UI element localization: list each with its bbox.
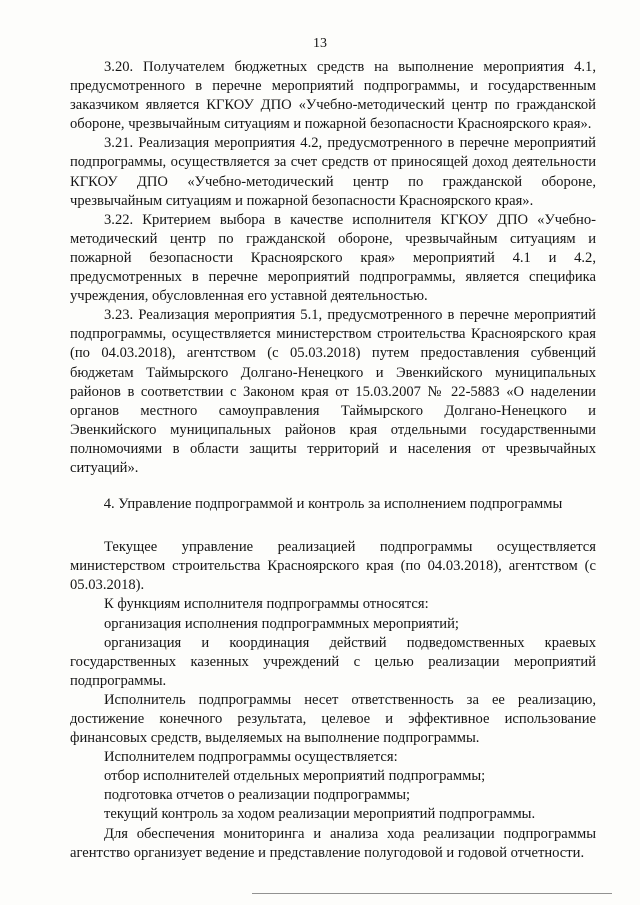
document-body — [70, 58, 596, 863]
paragraph-executor-1: отбор исполнителей отдельных мероприятий подпрограммы; — [104, 768, 486, 785]
paragraph-3-21: 3.21. Реализация мероприятия 4.2, предусмотренного в перечне мероприятий подпрограммы, осуществляется за счет средств от приносящей доход деятельности КГКОУ ДПО «Учебно-методический центр по гражданской обороне, чрезвычайным ситуациям и пожарной безопасности Красноярского края». — [70, 135, 596, 209]
paragraph-function-1: организация исполнения подпрограммных мероприятий; — [104, 615, 459, 632]
paragraph-3-23: 3.23. Реализация мероприятия 5.1, предусмотренного в перечне мероприятий подпрограммы, осуществляется министерством строительства Красноярского края (по 04.03.2018), агентством (с 05.03.2018) путем предоставления субвенций бюджетам Таймырского Долгано-Ненецкого и Эвенкийского муниципальных районов в соответствии с Законом края от 15.03.2007 № 22-5883 «О наделении органов местного самоуправления Таймырского Долгано-Ненецкого и Эвенкийского муниципальных районов края отдельными государственными полномочиями в области защиты территорий и населения от чрезвычайных ситуаций». — [70, 307, 596, 476]
section-heading: 4. Управление подпрограммой и контроль за исполнением подпрограммы — [103, 496, 563, 513]
paragraph-current-management: Текущее управление реализацией подпрограммы осуществляется министерством строительства Красноярского края (по 04.03.2018), агентством (с 05.03.2018). — [70, 539, 596, 594]
paragraph-executor-intro: Исполнителем подпрограммы осуществляется: — [104, 749, 398, 766]
paragraph-responsibility: Исполнитель подпрограммы несет ответственность за ее реализацию, достижение конечного результата, целевое и эффективное использование финансовых средств, выделяемых на выполнение подпрограммы. — [70, 691, 596, 747]
paragraph-3-20: 3.20. Получателем бюджетных средств на выполнение мероприятия 4.1, предусмотренного в перечне мероприятий подпрограммы, и государственным заказчиком является КГКОУ ДПО «Учебно-методический центр по гражданской обороне, чрезвычайным ситуациям и пожарной безопасности Красноярского края». — [70, 59, 596, 133]
paragraph-monitoring: Для обеспечения мониторинга и анализа хода реализации подпрограммы агентство организует ведение и представление полугодовой и годовой отчетности. — [70, 825, 596, 861]
paragraph-3-22: 3.22. Критерием выбора в качестве исполнителя КГКОУ ДПО «Учебно-методический центр по гражданской обороне, чрезвычайным ситуациям и пожарной безопасности Красноярского края» мероприятий 4.1 и 4.2, предусмотренных в перечне мероприятий подпрограммы, является специфика учреждения, обусловленная его уставной деятельностью. — [70, 211, 596, 305]
paragraph-executor-2: подготовка отчетов о реализации подпрограммы; — [104, 787, 411, 804]
page-number: 13 — [313, 36, 327, 51]
scan-edge-line — [252, 893, 612, 894]
paragraph-executor-3: текущий контроль за ходом реализации мероприятий подпрограммы. — [104, 806, 536, 823]
paragraph-function-2: организация и координация действий подведомственных краевых государственных казенных учреждений с целью реализации мероприятий подпрограммы. — [70, 634, 596, 689]
paragraph-functions-intro: К функциям исполнителя подпрограммы относятся: — [104, 596, 429, 613]
